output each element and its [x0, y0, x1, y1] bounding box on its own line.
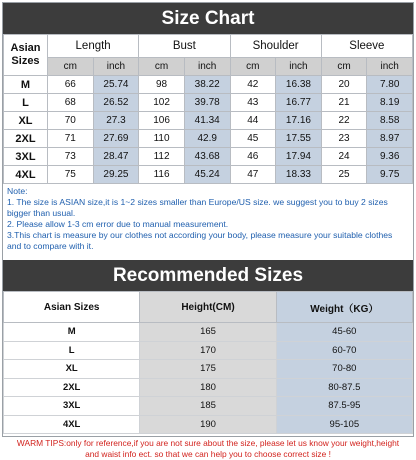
- notes-block: [3, 184, 413, 255]
- rec-height-cell: 170: [140, 341, 276, 360]
- unit-header-cm: cm: [230, 58, 276, 76]
- rec-weight-cell: 70-80: [276, 360, 412, 379]
- unit-header-cm: cm: [321, 58, 367, 76]
- measure-inch-cell: 17.94: [276, 148, 322, 166]
- measure-inch-cell: 8.19: [367, 94, 413, 112]
- rec-size-cell: 2XL: [4, 378, 140, 397]
- note-line-1: 1. The size is ASIAN size,it is 1~2 sizes smaller than Europe/US size. we suggest you to buy 2 sizes bigger than usual.: [7, 197, 388, 218]
- size-row: [4, 94, 413, 112]
- measure-inch-cell: 8.97: [367, 130, 413, 148]
- recommended-row: [4, 360, 413, 379]
- size-row: [4, 112, 413, 130]
- size-row: [4, 130, 413, 148]
- recommended-table-body: [4, 323, 413, 434]
- recommended-row: [4, 378, 413, 397]
- rec-weight-cell: 80-87.5: [276, 378, 412, 397]
- recommended-row: [4, 415, 413, 434]
- recommended-title: Recommended Sizes: [3, 260, 413, 291]
- warm-tips: WARM TIPS:only for reference,if you are not sure about the size, please let us know your weight,height and waist info ect. so that we can help you to choose correct size !: [16, 438, 400, 459]
- recommended-row: [4, 397, 413, 416]
- measure-inch-cell: 9.75: [367, 166, 413, 184]
- measure-cm-cell: 47: [230, 166, 276, 184]
- rec-weight-cell: 87.5-95: [276, 397, 412, 416]
- measure-cm-cell: 46: [230, 148, 276, 166]
- size-chart-image: [2, 2, 414, 459]
- measure-cm-cell: 23: [321, 130, 367, 148]
- note-line-3: 3.This chart is measure by our clothes not according your body, please measure your suitable clothes and to compare with it.: [7, 230, 393, 251]
- measure-cm-cell: 44: [230, 112, 276, 130]
- measure-inch-cell: 27.3: [93, 112, 139, 130]
- size-label: M: [4, 76, 48, 94]
- measure-cm-cell: 25: [321, 166, 367, 184]
- measure-cm-cell: 24: [321, 148, 367, 166]
- measure-inch-cell: 17.55: [276, 130, 322, 148]
- measure-cm-cell: 66: [48, 76, 94, 94]
- size-chart-title: Size Chart: [3, 3, 413, 34]
- measure-inch-cell: 7.80: [367, 76, 413, 94]
- unit-header-inch: inch: [276, 58, 322, 76]
- measure-inch-cell: 16.77: [276, 94, 322, 112]
- measure-cm-cell: 106: [139, 112, 185, 130]
- rec-height-cell: 185: [140, 397, 276, 416]
- unit-header-cm: cm: [48, 58, 94, 76]
- rec-weight-cell: 45-60: [276, 323, 412, 342]
- rec-size-cell: L: [4, 341, 140, 360]
- rec-height-cell: 165: [140, 323, 276, 342]
- note-line-2: 2. Please allow 1-3 cm error due to manual measurement.: [7, 219, 229, 229]
- unit-header-inch: inch: [184, 58, 230, 76]
- size-table: [3, 34, 413, 184]
- measure-cm-cell: 110: [139, 130, 185, 148]
- group-header-bust: Bust: [139, 35, 230, 58]
- size-row: [4, 148, 413, 166]
- recommended-row: [4, 323, 413, 342]
- measure-inch-cell: 41.34: [184, 112, 230, 130]
- note-heading: Note:: [7, 186, 28, 196]
- size-table-unit-row: [4, 58, 413, 76]
- measure-cm-cell: 116: [139, 166, 185, 184]
- recommended-header-row: [4, 292, 413, 323]
- unit-header-inch: inch: [367, 58, 413, 76]
- measure-cm-cell: 22: [321, 112, 367, 130]
- rec-size-cell: 3XL: [4, 397, 140, 416]
- rec-weight-cell: 60-70: [276, 341, 412, 360]
- size-label: 3XL: [4, 148, 48, 166]
- measure-cm-cell: 21: [321, 94, 367, 112]
- measure-inch-cell: 45.24: [184, 166, 230, 184]
- unit-header-inch: inch: [93, 58, 139, 76]
- measure-cm-cell: 20: [321, 76, 367, 94]
- measure-inch-cell: 43.68: [184, 148, 230, 166]
- rec-size-cell: XL: [4, 360, 140, 379]
- measure-cm-cell: 42: [230, 76, 276, 94]
- rec-weight-cell: 95-105: [276, 415, 412, 434]
- size-row: [4, 76, 413, 94]
- measure-inch-cell: 25.74: [93, 76, 139, 94]
- size-table-corner-label: Asian Sizes: [4, 35, 48, 76]
- measure-inch-cell: 18.33: [276, 166, 322, 184]
- header-height: Height(CM): [140, 292, 276, 323]
- measure-inch-cell: 27.69: [93, 130, 139, 148]
- measure-inch-cell: 28.47: [93, 148, 139, 166]
- measure-cm-cell: 73: [48, 148, 94, 166]
- measure-inch-cell: 26.52: [93, 94, 139, 112]
- group-header-sleeve: Sleeve: [321, 35, 412, 58]
- rec-height-cell: 180: [140, 378, 276, 397]
- measure-cm-cell: 45: [230, 130, 276, 148]
- size-label: L: [4, 94, 48, 112]
- measure-inch-cell: 39.78: [184, 94, 230, 112]
- measure-inch-cell: 29.25: [93, 166, 139, 184]
- measure-cm-cell: 68: [48, 94, 94, 112]
- header-asian-sizes: Asian Sizes: [4, 292, 140, 323]
- measure-inch-cell: 9.36: [367, 148, 413, 166]
- recommended-row: [4, 341, 413, 360]
- header-weight: Weight（KG）: [276, 292, 412, 323]
- measure-inch-cell: 42.9: [184, 130, 230, 148]
- measure-inch-cell: 16.38: [276, 76, 322, 94]
- measure-cm-cell: 75: [48, 166, 94, 184]
- size-table-group-row: [4, 35, 413, 58]
- measure-cm-cell: 102: [139, 94, 185, 112]
- rec-size-cell: 4XL: [4, 415, 140, 434]
- measure-cm-cell: 43: [230, 94, 276, 112]
- size-row: [4, 166, 413, 184]
- rec-size-cell: M: [4, 323, 140, 342]
- measure-cm-cell: 98: [139, 76, 185, 94]
- measure-inch-cell: 17.16: [276, 112, 322, 130]
- size-label: XL: [4, 112, 48, 130]
- size-label: 2XL: [4, 130, 48, 148]
- group-header-length: Length: [48, 35, 139, 58]
- measure-inch-cell: 38.22: [184, 76, 230, 94]
- rec-height-cell: 190: [140, 415, 276, 434]
- measure-cm-cell: 112: [139, 148, 185, 166]
- size-label: 4XL: [4, 166, 48, 184]
- measure-inch-cell: 8.58: [367, 112, 413, 130]
- group-header-shoulder: Shoulder: [230, 35, 321, 58]
- unit-header-cm: cm: [139, 58, 185, 76]
- recommended-table: [3, 291, 413, 434]
- measure-cm-cell: 70: [48, 112, 94, 130]
- measure-cm-cell: 71: [48, 130, 94, 148]
- size-table-body: [4, 76, 413, 184]
- rec-height-cell: 175: [140, 360, 276, 379]
